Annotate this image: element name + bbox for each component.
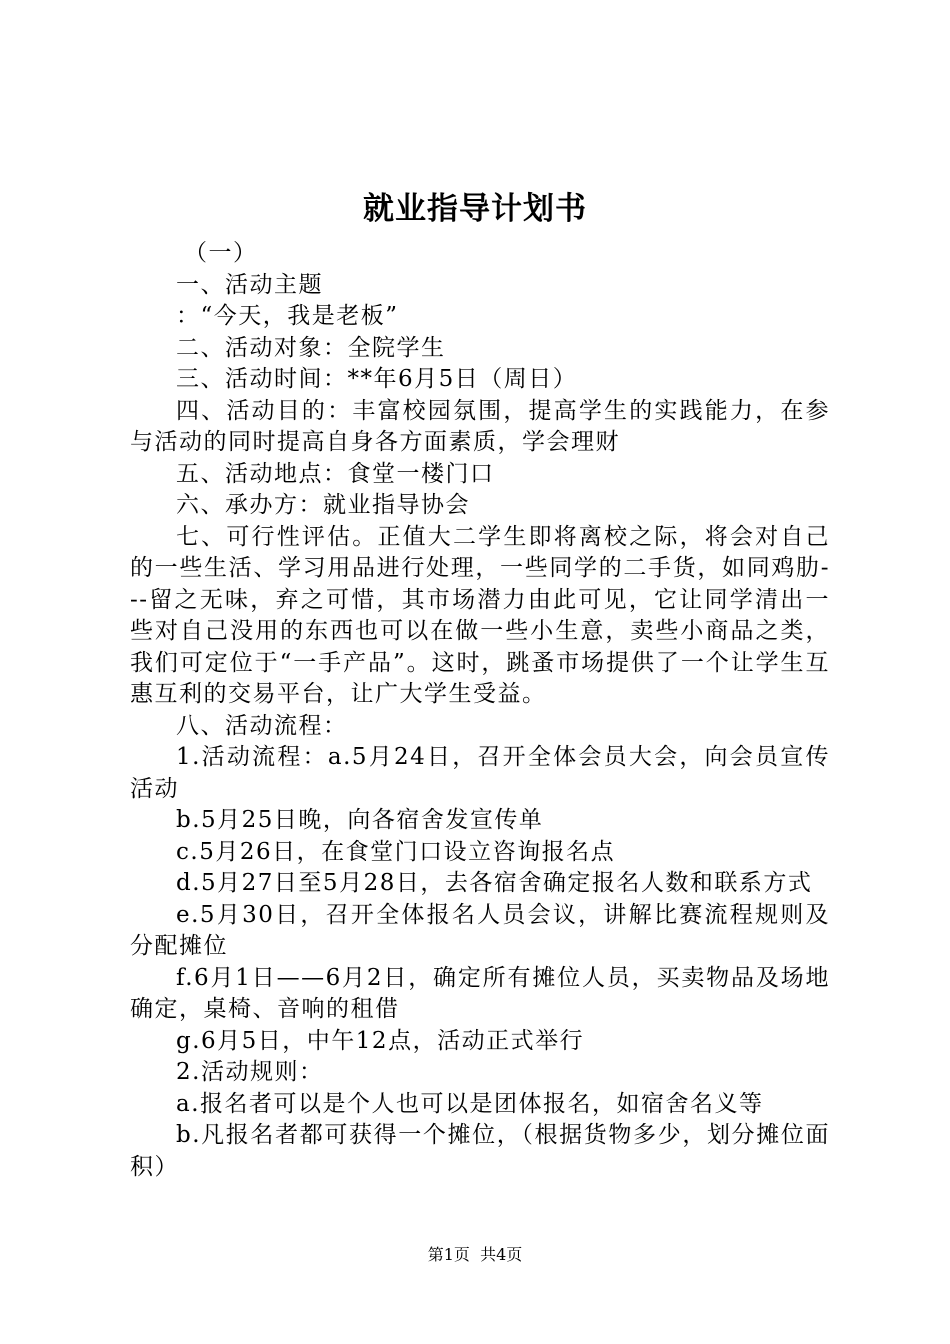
- paragraph: d.5月27日至5月28日，去各宿舍确定报名人数和联系方式: [176, 870, 813, 896]
- paragraph: 七、可行性评估。正值大二学生即将离校之际，将会对自己的一些生活、学习用品进行处理，一些同学的二手货，如同鸡肋---留之无味，弃之可惜，其市场潜力由此可见，它让同学清出一些对自己没用的东西也可以在做一些小生意，卖些小商品之类，我们可定位于“一手产品”。这时，跳蚤市场提供了一个让学生互惠互利的交易平台，让广大学生受益。: [130, 523, 830, 707]
- paragraph: 六、承办方：就业指导协会: [176, 492, 470, 518]
- paragraph: g.6月5日，中午12点，活动正式举行: [176, 1027, 585, 1054]
- page-number: 第1页: [427, 1245, 470, 1264]
- paragraph: ：“今天，我是老板”: [176, 303, 399, 329]
- paragraph: 八、活动流程：: [176, 712, 348, 739]
- paragraph: a.报名者可以是个人也可以是团体报名，如宿舍名义等: [176, 1090, 764, 1117]
- paragraph: 一、活动主题: [176, 271, 323, 298]
- paragraph: e.5月30日，召开全体报名人员会议，讲解比赛流程规则及分配摊位: [130, 901, 830, 959]
- paragraph: （一）: [184, 240, 258, 266]
- page-footer: [0, 1244, 950, 1266]
- paragraph: b.凡报名者都可获得一个摊位，（根据货物多少，划分摊位面积）: [130, 1122, 830, 1180]
- paragraph: 二、活动对象：全院学生: [176, 334, 446, 361]
- paragraph: 四、活动目的：丰富校园氛围，提高学生的实践能力，在参与活动的同时提高自身各方面素质，学会理财: [130, 397, 830, 455]
- paragraph: c.5月26日，在食堂门口设立咨询报名点: [176, 838, 616, 865]
- paragraph: f.6月1日——6月2日，确定所有摊位人员，买卖物品及场地确定，桌椅、音响的租借: [130, 964, 830, 1022]
- paragraph: 五、活动地点：食堂一楼门口: [176, 460, 495, 487]
- paragraph: 1.活动流程：a.5月24日，召开全体会员大会，向会员宣传活动: [130, 744, 830, 802]
- paragraph: 2.活动规则：: [176, 1059, 324, 1085]
- page-total: 共4页: [480, 1245, 523, 1264]
- paragraph: b.5月25日晚，向各宿舍发宣传单: [176, 807, 544, 833]
- paragraph: 三、活动时间：**年6月5日（周日）: [176, 366, 578, 392]
- document-title: 就业指导计划书: [363, 191, 587, 227]
- document-body: [130, 238, 830, 1183]
